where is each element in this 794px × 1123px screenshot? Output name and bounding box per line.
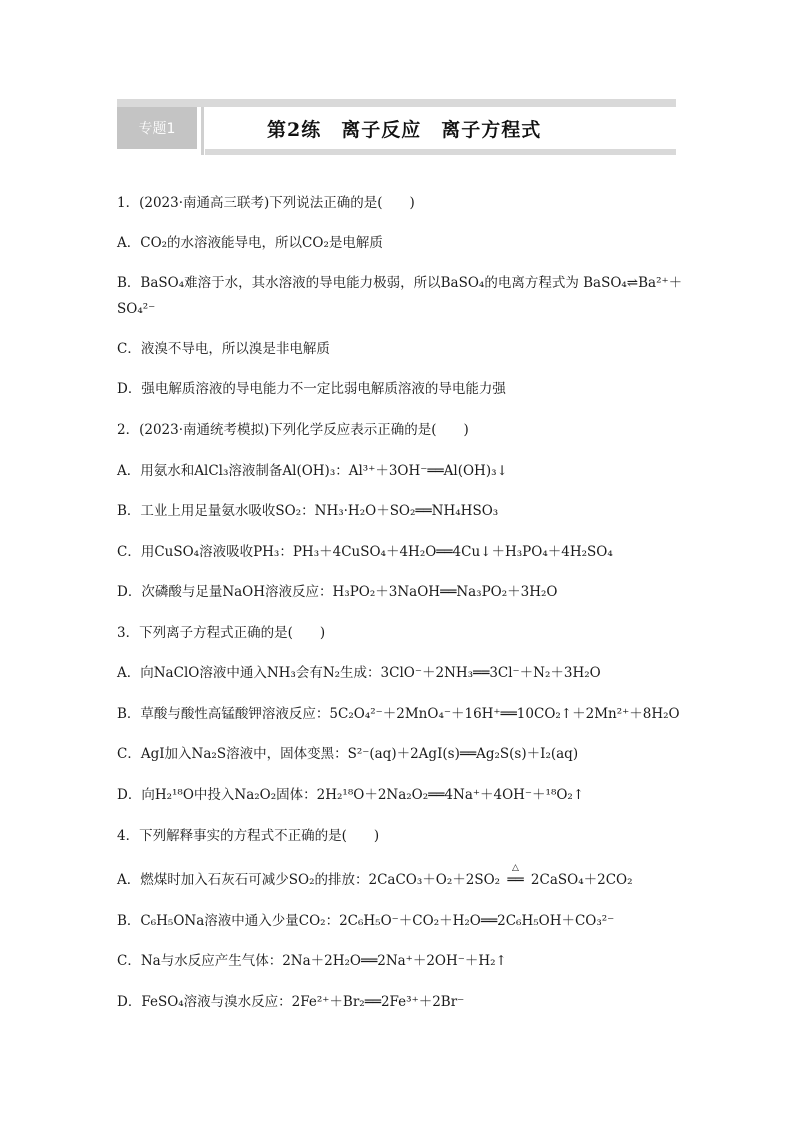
header-top-bar: [117, 99, 676, 107]
question-4-option-b: B．C₆H₅ONa溶液中通入少量CO₂：2C₆H₅O⁻＋CO₂＋H₂O══2C₆H₅OH＋CO₃²⁻: [117, 913, 615, 929]
question-1-option-c: C．液溴不导电，所以溴是非电解质: [117, 341, 330, 357]
question-1-option-a: A．CO₂的水溶液能导电，所以CO₂是电解质: [117, 235, 383, 251]
question-1-option-d: D．强电解质溶液的导电能力不一定比弱电解质溶液的导电能力强: [117, 381, 506, 397]
header-divider: [201, 107, 204, 155]
question-4-stem: 4．下列解释事实的方程式不正确的是( ): [117, 828, 380, 844]
question-1-stem: 1．(2023·南通高三联考)下列说法正确的是( ): [117, 195, 415, 211]
reaction-condition: △ ══: [504, 871, 526, 889]
page-title: 第2练 离子反应 离子方程式: [267, 119, 542, 141]
question-2-option-d: D．次磷酸与足量NaOH溶液反应：H₃PO₂＋3NaOH══Na₃PO₂＋3H₂O: [117, 584, 558, 600]
section-header: [117, 99, 676, 157]
topic-label: 专题1: [117, 107, 197, 149]
question-2-option-a: A．用氨水和AlCl₃溶液制备Al(OH)₃：Al³⁺＋3OH⁻══Al(OH)₃↓: [117, 463, 508, 479]
question-3-stem: 3．下列离子方程式正确的是( ): [117, 625, 326, 641]
question-2-option-c: C．用CuSO₄溶液吸收PH₃：PH₃＋4CuSO₄＋4H₂O══4Cu↓＋H₃PO₄＋4H₂SO₄: [117, 544, 613, 560]
question-4-option-a: [117, 863, 633, 889]
question-1-option-b: B．BaSO₄难溶于水，其水溶液的导电能力极弱，所以BaSO₄的电离方程式为 BaSO₄⇌Ba²⁺＋: [117, 275, 683, 291]
question-4-option-c: C．Na与水反应产生气体：2Na＋2H₂O══2Na⁺＋2OH⁻＋H₂↑: [117, 953, 507, 969]
question-4-option-d: D．FeSO₄溶液与溴水反应：2Fe²⁺＋Br₂══2Fe³⁺＋2Br⁻: [117, 994, 465, 1010]
question-4-option-a-left: A．燃煤时加入石灰石可减少SO₂的排放：2CaCO₃＋O₂＋2SO₂: [117, 872, 501, 888]
question-4-option-a-right: 2CaSO₄＋2CO₂: [530, 872, 633, 888]
question-3-option-b: B．草酸与酸性高锰酸钾溶液反应：5C₂O₄²⁻＋2MnO₄⁻＋16H⁺══10CO₂↑＋2Mn²⁺＋8H₂O: [117, 706, 680, 722]
heat-symbol: △: [512, 863, 519, 873]
question-2-option-b: B．工业上用足量氨水吸收SO₂：NH₃·H₂O＋SO₂══NH₄HSO₃: [117, 503, 499, 519]
question-3-option-d: D．向H₂¹⁸O中投入Na₂O₂固体：2H₂¹⁸O＋2Na₂O₂══4Na⁺＋4OH⁻＋¹⁸O₂↑: [117, 787, 585, 803]
question-2-stem: 2．(2023·南通统考模拟)下列化学反应表示正确的是( ): [117, 422, 469, 438]
header-bottom-bar: [205, 149, 676, 155]
question-1-option-b-cont: SO₄²⁻: [117, 301, 156, 317]
question-3-option-c: C．AgI加入Na₂S溶液中，固体变黑：S²⁻(aq)＋2AgI(s)══Ag₂S(s)＋I₂(aq): [117, 746, 579, 762]
question-3-option-a: A．向NaClO溶液中通入NH₃会有N₂生成：3ClO⁻＋2NH₃══3Cl⁻＋N₂＋3H₂O: [117, 665, 601, 681]
